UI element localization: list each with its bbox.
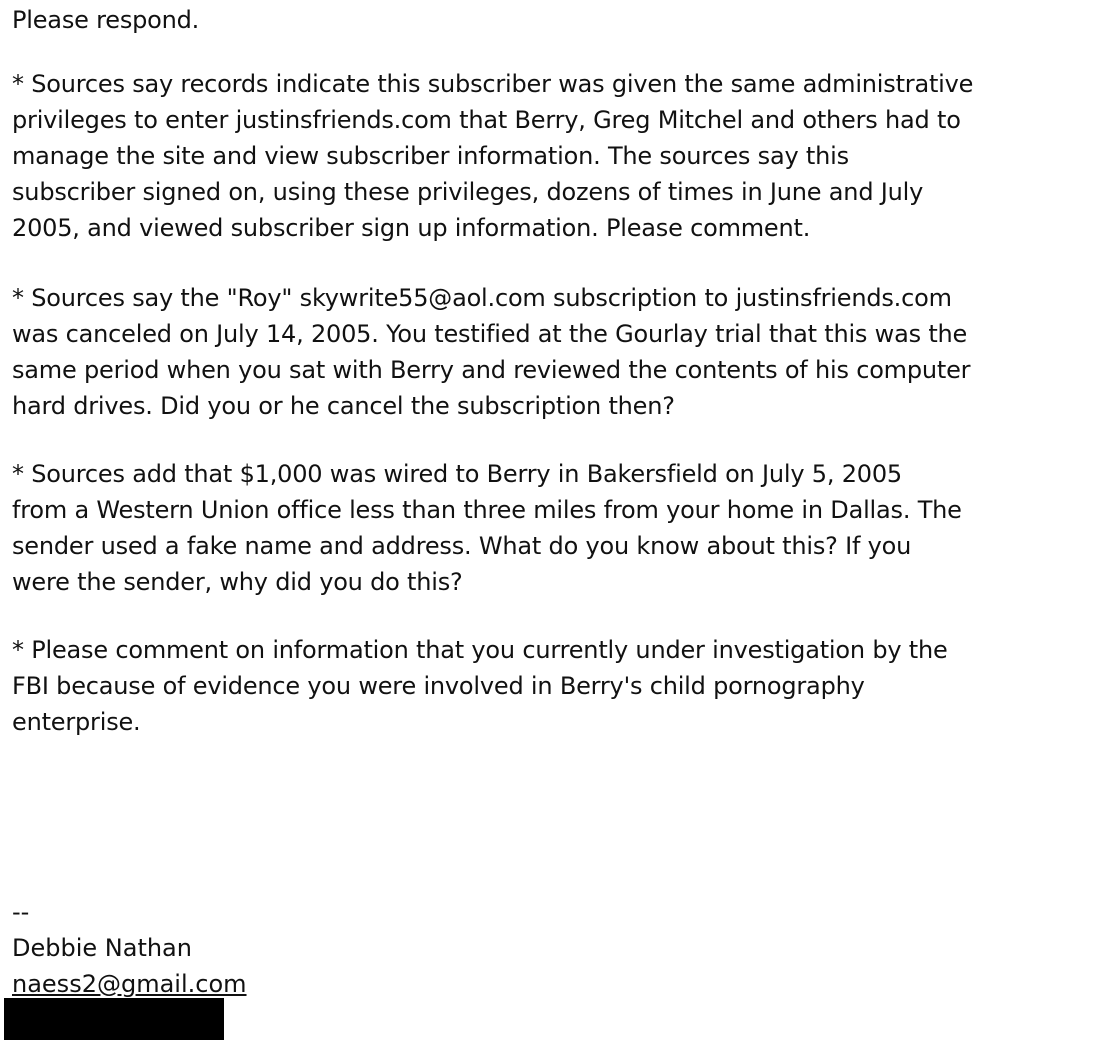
paragraph-line: enterprise. bbox=[12, 708, 141, 736]
paragraph-line: hard drives. Did you or he cancel the subscription then? bbox=[12, 392, 675, 420]
paragraph-line: * Sources say records indicate this subscriber was given the same administrative bbox=[12, 70, 974, 98]
paragraph-line: subscriber signed on, using these privileges, dozens of times in June and July bbox=[12, 178, 924, 206]
signature-separator: -- bbox=[12, 898, 30, 926]
paragraph-line: was canceled on July 14, 2005. You testified at the Gourlay trial that this was the bbox=[12, 320, 968, 348]
investigation-paragraph bbox=[12, 632, 948, 740]
paragraph-line: same period when you sat with Berry and reviewed the contents of his computer bbox=[12, 356, 971, 384]
admin-privileges-paragraph bbox=[12, 66, 973, 246]
paragraph-line: sender used a fake name and address. What do you know about this? If you bbox=[12, 532, 912, 560]
email-signature bbox=[12, 894, 247, 1002]
redaction-bar bbox=[4, 998, 224, 1040]
paragraph-line: * Sources add that $1,000 was wired to Berry in Bakersfield on July 5, 2005 bbox=[12, 460, 902, 488]
signature-name: Debbie Nathan bbox=[12, 934, 192, 962]
subscription-canceled-paragraph bbox=[12, 280, 970, 424]
paragraph-line: from a Western Union office less than three miles from your home in Dallas. The bbox=[12, 496, 962, 524]
paragraph-line: FBI because of evidence you were involved in Berry's child pornography bbox=[12, 672, 865, 700]
paragraph-line: * Please comment on information that you currently under investigation by the bbox=[12, 636, 948, 664]
signature-email-link[interactable]: naess2@gmail.com bbox=[12, 970, 247, 998]
paragraph-line: Please respond. bbox=[12, 6, 200, 34]
paragraph-line: 2005, and viewed subscriber sign up information. Please comment. bbox=[12, 214, 811, 242]
paragraph-line: manage the site and view subscriber information. The sources say this bbox=[12, 142, 849, 170]
wire-transfer-paragraph bbox=[12, 456, 962, 600]
paragraph-line: * Sources say the "Roy" skywrite55@aol.com subscription to justinsfriends.com bbox=[12, 284, 952, 312]
paragraph-line: were the sender, why did you do this? bbox=[12, 568, 463, 596]
closing-request-paragraph bbox=[12, 2, 199, 38]
paragraph-line: privileges to enter justinsfriends.com that Berry, Greg Mitchel and others had to bbox=[12, 106, 961, 134]
